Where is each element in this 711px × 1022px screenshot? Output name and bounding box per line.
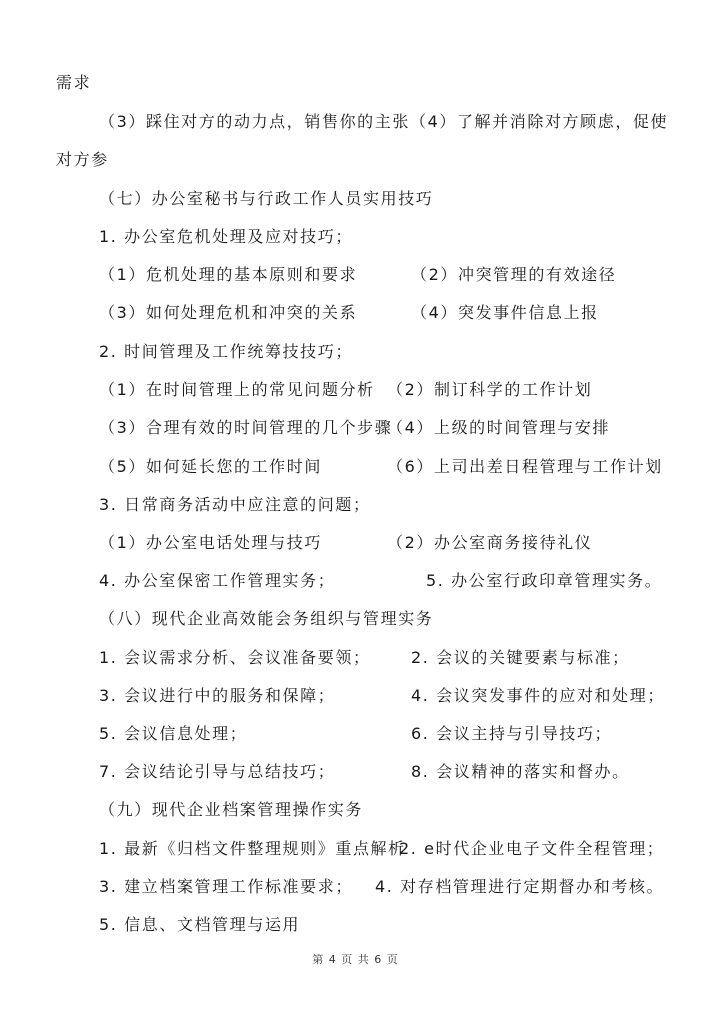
text: 1. 办公室危机处理及应对技巧； (99, 227, 353, 246)
text-left: 3. 会议进行中的服务和保障； (99, 686, 336, 705)
text-left: （1）办公室电话处理与技巧 (99, 533, 322, 552)
text-left: （3）如何处理危机和冲突的关系 (99, 303, 358, 322)
text-right: 8. 会议精神的落实和督办。 (411, 762, 630, 781)
text: （3）踩住对方的动力点，销售你的主张（4）了解并消除对方顾虑，促使 (99, 112, 669, 131)
text-left: （5）如何延长您的工作时间 (99, 457, 322, 476)
text-right: （2）制订科学的工作计划 (387, 380, 593, 399)
text: 2. 时间管理及工作统筹技技巧； (99, 342, 353, 361)
text-right: （4）突发事件信息上报 (411, 303, 599, 322)
text-left: （1）危机处理的基本原则和要求 (99, 265, 358, 284)
page-footer: 第 4 页 共 6 页 (312, 953, 399, 966)
text-left: 3. 建立档案管理工作标准要求； (99, 877, 353, 896)
text-right: 4. 会议突发事件的应对和处理； (411, 686, 665, 705)
text-left: 1. 最新《归档文件整理规则》重点解析 (99, 839, 406, 858)
text-left: （3）合理有效的时间管理的几个步骤 (99, 418, 393, 437)
text: 5. 信息、文档管理与运用 (99, 915, 301, 934)
text: 需求 (56, 73, 92, 92)
text-left: 4. 办公室保密工作管理实务； (99, 571, 336, 590)
heading-text: （八）现代企业高效能会务组织与管理实务 (99, 609, 434, 628)
heading-text: （七）办公室秘书与行政工作人员实用技巧 (99, 189, 434, 208)
text-right: （2）办公室商务接待礼仪 (387, 533, 593, 552)
text-left: （1）在时间管理上的常见问题分析 (99, 380, 375, 399)
text: 3. 日常商务活动中应注意的问题； (99, 495, 371, 514)
text: 对方参 (56, 150, 109, 169)
text-right: 2. 会议的关键要素与标准； (411, 648, 630, 667)
text-right: 5. 办公室行政印章管理实务。 (426, 571, 663, 590)
text-right: 6. 会议主持与引导技巧； (411, 724, 613, 743)
text-left: 5. 会议信息处理； (99, 724, 248, 743)
text-left: 7. 会议结论引导与总结技巧； (99, 762, 336, 781)
text-right: 2. e时代企业电子文件全程管理； (399, 839, 665, 858)
text-right: （2）冲突管理的有效途径 (411, 265, 617, 284)
text-right: 4. 对存档管理进行定期督办和考核。 (375, 877, 665, 896)
text-left: 1. 会议需求分析、会议准备要领； (99, 648, 371, 667)
text-right: （4）上级的时间管理与安排 (387, 418, 610, 437)
text-right: （6）上司出差日程管理与工作计划 (387, 457, 663, 476)
heading-text: （九）现代企业档案管理操作实务 (99, 800, 364, 819)
